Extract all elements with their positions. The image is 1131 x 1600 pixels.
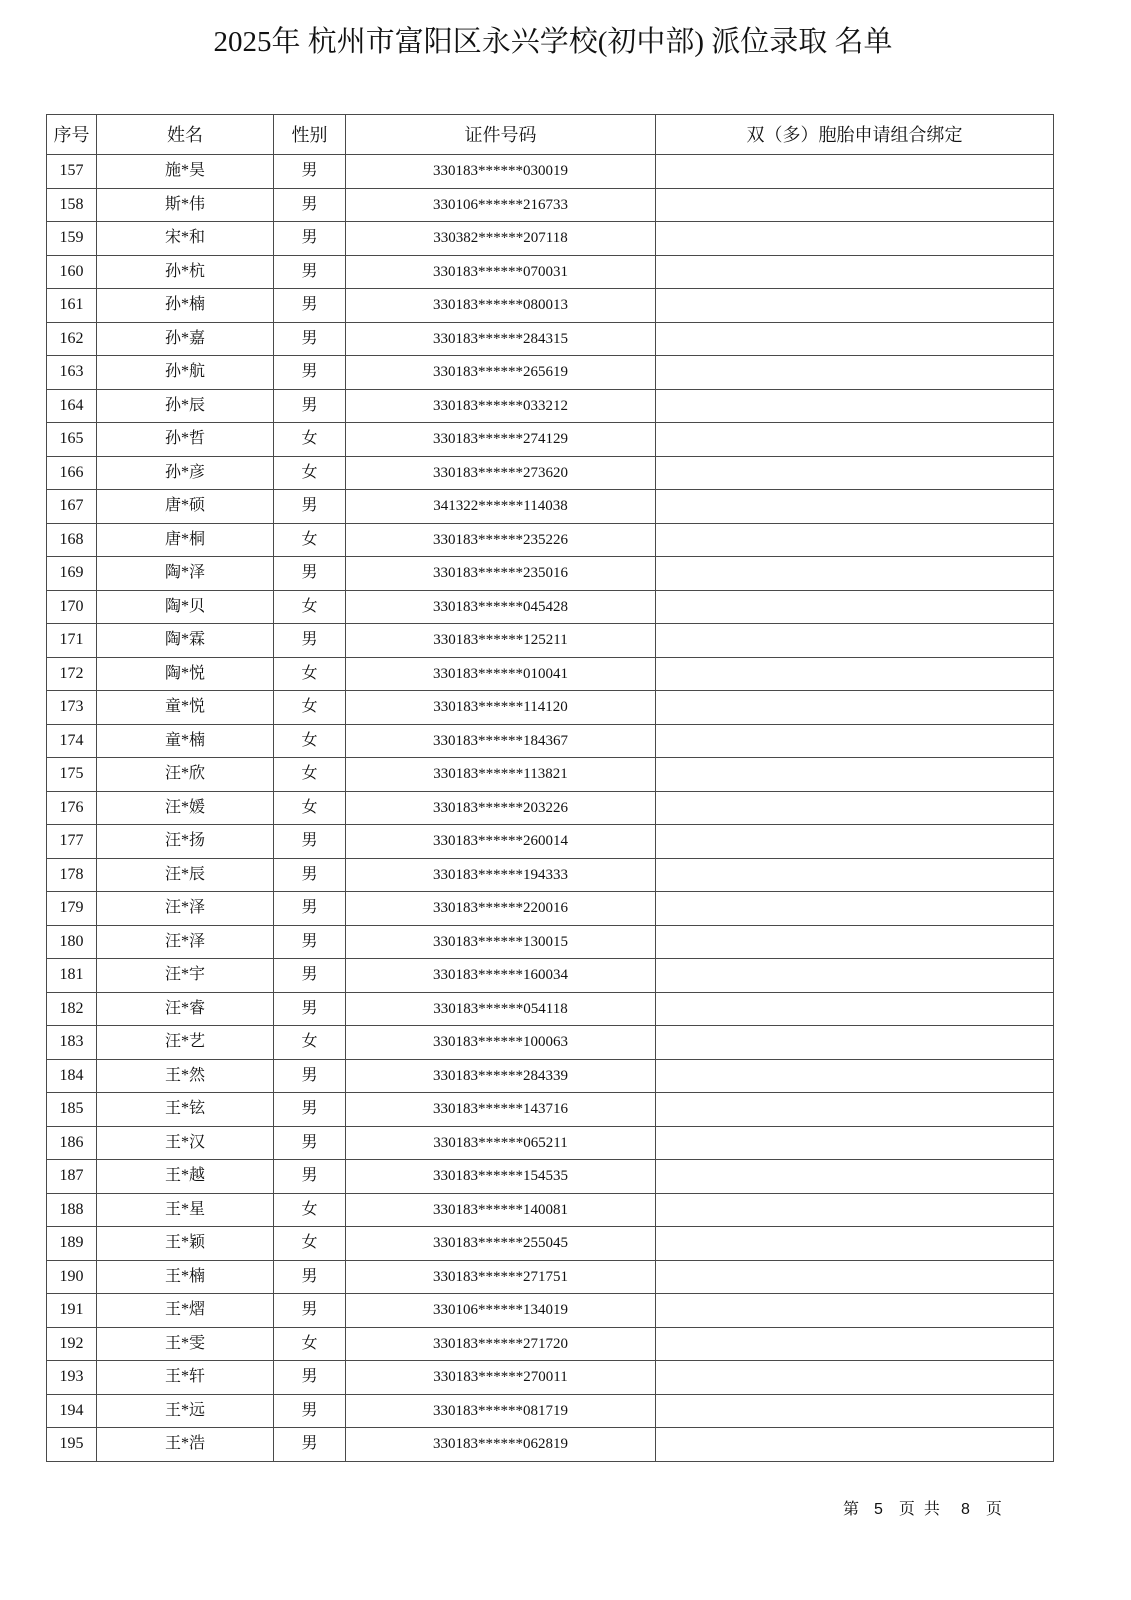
student-name-cell: 汪*泽 bbox=[97, 892, 274, 926]
twin-binding-cell bbox=[656, 1227, 1054, 1261]
id-number-cell: 330183******203226 bbox=[346, 792, 656, 826]
serial-number-cell: 187 bbox=[47, 1160, 97, 1194]
id-number-cell: 330183******220016 bbox=[346, 892, 656, 926]
twin-binding-cell bbox=[656, 725, 1054, 759]
serial-number-cell: 158 bbox=[47, 189, 97, 223]
serial-number-cell: 195 bbox=[47, 1428, 97, 1462]
twin-binding-cell bbox=[656, 1160, 1054, 1194]
page-label-prefix: 第 bbox=[843, 1501, 860, 1518]
serial-number-cell: 171 bbox=[47, 624, 97, 658]
twin-binding-cell bbox=[656, 356, 1054, 390]
table-row bbox=[47, 1428, 1054, 1462]
table-row bbox=[47, 658, 1054, 692]
twin-binding-cell bbox=[656, 189, 1054, 223]
twin-binding-cell bbox=[656, 859, 1054, 893]
gender-cell: 男 bbox=[274, 825, 346, 859]
serial-number-cell: 183 bbox=[47, 1026, 97, 1060]
id-number-cell: 330106******134019 bbox=[346, 1294, 656, 1328]
student-name-cell: 孙*彦 bbox=[97, 457, 274, 491]
student-name-cell: 汪*扬 bbox=[97, 825, 274, 859]
student-name-cell: 王*然 bbox=[97, 1060, 274, 1094]
serial-number-cell: 159 bbox=[47, 222, 97, 256]
page-label-suffix: 页 bbox=[985, 1501, 1002, 1518]
twin-binding-cell bbox=[656, 758, 1054, 792]
id-number-cell: 330183******114120 bbox=[346, 691, 656, 725]
id-number-cell: 330183******125211 bbox=[346, 624, 656, 658]
id-number-cell: 330183******255045 bbox=[346, 1227, 656, 1261]
page-label-middle: 页共 bbox=[898, 1501, 949, 1518]
id-number-cell: 330183******030019 bbox=[346, 155, 656, 189]
gender-cell: 男 bbox=[274, 1361, 346, 1395]
table-row bbox=[47, 557, 1054, 591]
id-number-cell: 330183******271751 bbox=[346, 1261, 656, 1295]
gender-cell: 男 bbox=[274, 1160, 346, 1194]
serial-number-cell: 179 bbox=[47, 892, 97, 926]
id-number-cell: 330183******045428 bbox=[346, 591, 656, 625]
student-name-cell: 王*熠 bbox=[97, 1294, 274, 1328]
column-header-id-number: 证件号码 bbox=[346, 115, 656, 155]
id-number-cell: 330183******100063 bbox=[346, 1026, 656, 1060]
student-name-cell: 王*轩 bbox=[97, 1361, 274, 1395]
gender-cell: 女 bbox=[274, 1026, 346, 1060]
student-name-cell: 汪*欣 bbox=[97, 758, 274, 792]
twin-binding-cell bbox=[656, 926, 1054, 960]
student-name-cell: 孙*辰 bbox=[97, 390, 274, 424]
id-number-cell: 330183******284339 bbox=[346, 1060, 656, 1094]
id-number-cell: 330183******062819 bbox=[346, 1428, 656, 1462]
student-name-cell: 汪*睿 bbox=[97, 993, 274, 1027]
twin-binding-cell bbox=[656, 1060, 1054, 1094]
serial-number-cell: 178 bbox=[47, 859, 97, 893]
gender-cell: 男 bbox=[274, 189, 346, 223]
id-number-cell: 330183******140081 bbox=[346, 1194, 656, 1228]
id-number-cell: 330183******130015 bbox=[346, 926, 656, 960]
table-row bbox=[47, 1093, 1054, 1127]
gender-cell: 女 bbox=[274, 758, 346, 792]
twin-binding-cell bbox=[656, 1294, 1054, 1328]
gender-cell: 女 bbox=[274, 423, 346, 457]
id-number-cell: 330183******270011 bbox=[346, 1361, 656, 1395]
id-number-cell: 330183******070031 bbox=[346, 256, 656, 290]
table-row bbox=[47, 1160, 1054, 1194]
student-name-cell: 斯*伟 bbox=[97, 189, 274, 223]
twin-binding-cell bbox=[656, 691, 1054, 725]
serial-number-cell: 168 bbox=[47, 524, 97, 558]
serial-number-cell: 191 bbox=[47, 1294, 97, 1328]
id-number-cell: 330183******160034 bbox=[346, 959, 656, 993]
admission-table bbox=[46, 114, 1054, 1462]
table-row bbox=[47, 423, 1054, 457]
gender-cell: 男 bbox=[274, 624, 346, 658]
gender-cell: 男 bbox=[274, 256, 346, 290]
student-name-cell: 汪*艺 bbox=[97, 1026, 274, 1060]
twin-binding-cell bbox=[656, 390, 1054, 424]
serial-number-cell: 181 bbox=[47, 959, 97, 993]
serial-number-cell: 164 bbox=[47, 390, 97, 424]
table-row bbox=[47, 1026, 1054, 1060]
table-row bbox=[47, 591, 1054, 625]
id-number-cell: 330183******065211 bbox=[346, 1127, 656, 1161]
id-number-cell: 330183******033212 bbox=[346, 390, 656, 424]
student-name-cell: 童*悦 bbox=[97, 691, 274, 725]
id-number-cell: 330183******054118 bbox=[346, 993, 656, 1027]
twin-binding-cell bbox=[656, 1261, 1054, 1295]
table-row bbox=[47, 1395, 1054, 1429]
table-row bbox=[47, 524, 1054, 558]
serial-number-cell: 157 bbox=[47, 155, 97, 189]
gender-cell: 男 bbox=[274, 222, 346, 256]
serial-number-cell: 166 bbox=[47, 457, 97, 491]
student-name-cell: 汪*宇 bbox=[97, 959, 274, 993]
twin-binding-cell bbox=[656, 222, 1054, 256]
twin-binding-cell bbox=[656, 1361, 1054, 1395]
serial-number-cell: 165 bbox=[47, 423, 97, 457]
table-row bbox=[47, 758, 1054, 792]
table-row bbox=[47, 1261, 1054, 1295]
student-name-cell: 王*汉 bbox=[97, 1127, 274, 1161]
gender-cell: 男 bbox=[274, 859, 346, 893]
table-row bbox=[47, 1194, 1054, 1228]
twin-binding-cell bbox=[656, 591, 1054, 625]
gender-cell: 男 bbox=[274, 1294, 346, 1328]
table-row bbox=[47, 289, 1054, 323]
student-name-cell: 陶*泽 bbox=[97, 557, 274, 591]
twin-binding-cell bbox=[656, 959, 1054, 993]
table-row bbox=[47, 691, 1054, 725]
serial-number-cell: 169 bbox=[47, 557, 97, 591]
serial-number-cell: 185 bbox=[47, 1093, 97, 1127]
gender-cell: 男 bbox=[274, 557, 346, 591]
id-number-cell: 330183******235226 bbox=[346, 524, 656, 558]
gender-cell: 女 bbox=[274, 1194, 346, 1228]
twin-binding-cell bbox=[656, 1093, 1054, 1127]
gender-cell: 男 bbox=[274, 1060, 346, 1094]
student-name-cell: 王*浩 bbox=[97, 1428, 274, 1462]
table-row bbox=[47, 1127, 1054, 1161]
table-row bbox=[47, 222, 1054, 256]
gender-cell: 女 bbox=[274, 1227, 346, 1261]
id-number-cell: 330183******284315 bbox=[346, 323, 656, 357]
id-number-cell: 330183******235016 bbox=[346, 557, 656, 591]
gender-cell: 男 bbox=[274, 1127, 346, 1161]
gender-cell: 女 bbox=[274, 658, 346, 692]
table-row bbox=[47, 792, 1054, 826]
table-row bbox=[47, 1060, 1054, 1094]
student-name-cell: 王*楠 bbox=[97, 1261, 274, 1295]
serial-number-cell: 192 bbox=[47, 1328, 97, 1362]
serial-number-cell: 175 bbox=[47, 758, 97, 792]
document-title: 2025年 杭州市富阳区永兴学校(初中部) 派位录取 名单 bbox=[213, 26, 893, 58]
table-row bbox=[47, 624, 1054, 658]
column-header-name: 姓名 bbox=[97, 115, 274, 155]
table-row bbox=[47, 323, 1054, 357]
student-name-cell: 王*铉 bbox=[97, 1093, 274, 1127]
id-number-cell: 330183******143716 bbox=[346, 1093, 656, 1127]
gender-cell: 女 bbox=[274, 1328, 346, 1362]
twin-binding-cell bbox=[656, 1395, 1054, 1429]
table-row bbox=[47, 189, 1054, 223]
gender-cell: 男 bbox=[274, 1261, 346, 1295]
twin-binding-cell bbox=[656, 1428, 1054, 1462]
serial-number-cell: 184 bbox=[47, 1060, 97, 1094]
gender-cell: 男 bbox=[274, 155, 346, 189]
table-header-row bbox=[47, 115, 1054, 155]
student-name-cell: 陶*霖 bbox=[97, 624, 274, 658]
table-row bbox=[47, 1294, 1054, 1328]
table-row bbox=[47, 859, 1054, 893]
twin-binding-cell bbox=[656, 256, 1054, 290]
gender-cell: 男 bbox=[274, 356, 346, 390]
table-row bbox=[47, 1328, 1054, 1362]
id-number-cell: 330183******081719 bbox=[346, 1395, 656, 1429]
student-name-cell: 陶*贝 bbox=[97, 591, 274, 625]
id-number-cell: 330183******265619 bbox=[346, 356, 656, 390]
student-name-cell: 唐*硕 bbox=[97, 490, 274, 524]
table-row bbox=[47, 155, 1054, 189]
gender-cell: 女 bbox=[274, 457, 346, 491]
id-number-cell: 330183******194333 bbox=[346, 859, 656, 893]
twin-binding-cell bbox=[656, 1026, 1054, 1060]
gender-cell: 男 bbox=[274, 892, 346, 926]
gender-cell: 男 bbox=[274, 959, 346, 993]
twin-binding-cell bbox=[656, 658, 1054, 692]
serial-number-cell: 167 bbox=[47, 490, 97, 524]
twin-binding-cell bbox=[656, 457, 1054, 491]
twin-binding-cell bbox=[656, 1127, 1054, 1161]
gender-cell: 女 bbox=[274, 524, 346, 558]
twin-binding-cell bbox=[656, 993, 1054, 1027]
serial-number-cell: 186 bbox=[47, 1127, 97, 1161]
twin-binding-cell bbox=[656, 155, 1054, 189]
id-number-cell: 330183******260014 bbox=[346, 825, 656, 859]
id-number-cell: 330183******274129 bbox=[346, 423, 656, 457]
table-row bbox=[47, 390, 1054, 424]
student-name-cell: 施*昊 bbox=[97, 155, 274, 189]
twin-binding-cell bbox=[656, 524, 1054, 558]
id-number-cell: 330183******271720 bbox=[346, 1328, 656, 1362]
table-row bbox=[47, 926, 1054, 960]
gender-cell: 男 bbox=[274, 390, 346, 424]
serial-number-cell: 162 bbox=[47, 323, 97, 357]
id-number-cell: 330183******010041 bbox=[346, 658, 656, 692]
gender-cell: 男 bbox=[274, 1395, 346, 1429]
student-name-cell: 王*远 bbox=[97, 1395, 274, 1429]
serial-number-cell: 163 bbox=[47, 356, 97, 390]
id-number-cell: 330183******080013 bbox=[346, 289, 656, 323]
table-row bbox=[47, 490, 1054, 524]
gender-cell: 男 bbox=[274, 490, 346, 524]
current-page-number: 5 bbox=[874, 1501, 883, 1518]
id-number-cell: 330183******113821 bbox=[346, 758, 656, 792]
table-row bbox=[47, 825, 1054, 859]
id-number-cell: 330183******184367 bbox=[346, 725, 656, 759]
table-body bbox=[47, 155, 1054, 1462]
student-name-cell: 宋*和 bbox=[97, 222, 274, 256]
serial-number-cell: 194 bbox=[47, 1395, 97, 1429]
student-name-cell: 孙*嘉 bbox=[97, 323, 274, 357]
table-row bbox=[47, 993, 1054, 1027]
column-header-twin-binding: 双（多）胞胎申请组合绑定 bbox=[656, 115, 1054, 155]
serial-number-cell: 170 bbox=[47, 591, 97, 625]
student-name-cell: 孙*楠 bbox=[97, 289, 274, 323]
twin-binding-cell bbox=[656, 323, 1054, 357]
gender-cell: 男 bbox=[274, 323, 346, 357]
total-pages-number: 8 bbox=[960, 1501, 970, 1518]
table-row bbox=[47, 1361, 1054, 1395]
id-number-cell: 330183******273620 bbox=[346, 457, 656, 491]
table-row bbox=[47, 457, 1054, 491]
student-name-cell: 王*星 bbox=[97, 1194, 274, 1228]
student-name-cell: 陶*悦 bbox=[97, 658, 274, 692]
gender-cell: 女 bbox=[274, 725, 346, 759]
serial-number-cell: 176 bbox=[47, 792, 97, 826]
serial-number-cell: 172 bbox=[47, 658, 97, 692]
serial-number-cell: 180 bbox=[47, 926, 97, 960]
student-name-cell: 唐*桐 bbox=[97, 524, 274, 558]
serial-number-cell: 189 bbox=[47, 1227, 97, 1261]
twin-binding-cell bbox=[656, 1194, 1054, 1228]
column-header-gender: 性别 bbox=[274, 115, 346, 155]
student-name-cell: 王*颖 bbox=[97, 1227, 274, 1261]
serial-number-cell: 160 bbox=[47, 256, 97, 290]
gender-cell: 女 bbox=[274, 691, 346, 725]
serial-number-cell: 182 bbox=[47, 993, 97, 1027]
serial-number-cell: 174 bbox=[47, 725, 97, 759]
twin-binding-cell bbox=[656, 624, 1054, 658]
column-header-serial-number: 序号 bbox=[47, 115, 97, 155]
table-row bbox=[47, 959, 1054, 993]
id-number-cell: 330183******154535 bbox=[346, 1160, 656, 1194]
student-name-cell: 汪*媛 bbox=[97, 792, 274, 826]
serial-number-cell: 188 bbox=[47, 1194, 97, 1228]
id-number-cell: 330382******207118 bbox=[346, 222, 656, 256]
twin-binding-cell bbox=[656, 289, 1054, 323]
page-footer bbox=[843, 1499, 1002, 1521]
gender-cell: 男 bbox=[274, 993, 346, 1027]
student-name-cell: 童*楠 bbox=[97, 725, 274, 759]
student-name-cell: 汪*泽 bbox=[97, 926, 274, 960]
twin-binding-cell bbox=[656, 892, 1054, 926]
twin-binding-cell bbox=[656, 557, 1054, 591]
serial-number-cell: 173 bbox=[47, 691, 97, 725]
student-name-cell: 王*雯 bbox=[97, 1328, 274, 1362]
gender-cell: 男 bbox=[274, 1093, 346, 1127]
serial-number-cell: 193 bbox=[47, 1361, 97, 1395]
student-name-cell: 孙*杭 bbox=[97, 256, 274, 290]
gender-cell: 女 bbox=[274, 591, 346, 625]
table-row bbox=[47, 725, 1054, 759]
table-row bbox=[47, 356, 1054, 390]
table-row bbox=[47, 256, 1054, 290]
twin-binding-cell bbox=[656, 423, 1054, 457]
table-row bbox=[47, 1227, 1054, 1261]
student-name-cell: 孙*航 bbox=[97, 356, 274, 390]
twin-binding-cell bbox=[656, 792, 1054, 826]
student-name-cell: 汪*辰 bbox=[97, 859, 274, 893]
id-number-cell: 330106******216733 bbox=[346, 189, 656, 223]
serial-number-cell: 161 bbox=[47, 289, 97, 323]
twin-binding-cell bbox=[656, 825, 1054, 859]
id-number-cell: 341322******114038 bbox=[346, 490, 656, 524]
table-row bbox=[47, 892, 1054, 926]
serial-number-cell: 177 bbox=[47, 825, 97, 859]
gender-cell: 女 bbox=[274, 792, 346, 826]
twin-binding-cell bbox=[656, 1328, 1054, 1362]
gender-cell: 男 bbox=[274, 289, 346, 323]
gender-cell: 男 bbox=[274, 926, 346, 960]
serial-number-cell: 190 bbox=[47, 1261, 97, 1295]
student-name-cell: 王*越 bbox=[97, 1160, 274, 1194]
twin-binding-cell bbox=[656, 490, 1054, 524]
student-name-cell: 孙*哲 bbox=[97, 423, 274, 457]
gender-cell: 男 bbox=[274, 1428, 346, 1462]
